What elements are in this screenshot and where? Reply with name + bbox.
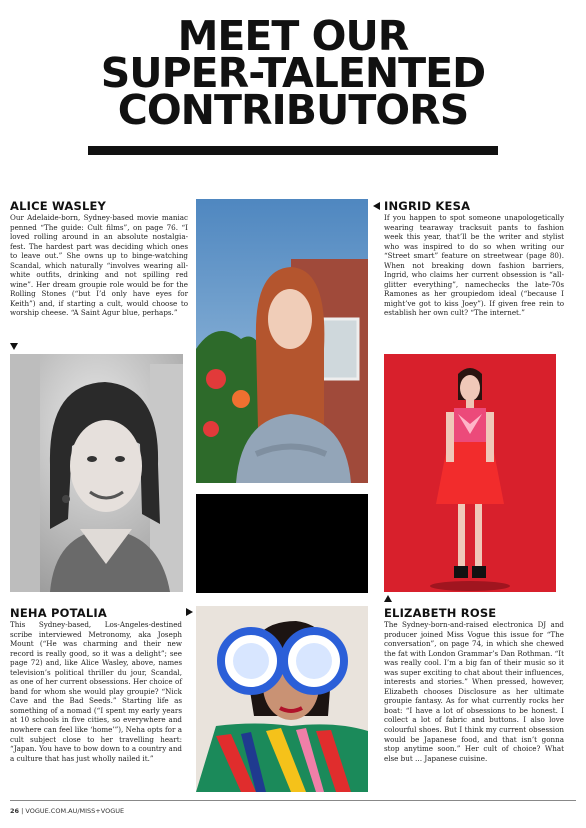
arrow-up-icon bbox=[384, 595, 392, 602]
contributor-text-neha: This Sydney-based, Los-Angeles-destined scribe interviewed Metronomy, aka Joseph Mount (“He was charming and their new record is really good, so it was a delight”; see page 72) and, like Alice Wasley, above, names television’s political thriller du jour, Scandal, as one of her current obsessions. Her choice of band for whom she would play groupie? “Nick Cave and the Bad Seeds.” Starting life as something of a nomad (“I spent my early years at 10 schools in five cities, so everywhere and nowhere can feel like ‘home’”), Neha opts for a cult subject close to her travelling heart: “Japan. You have to bow down to a country and a culture that has just wholly nailed it.” bbox=[10, 620, 182, 763]
arrow-left-icon bbox=[373, 202, 380, 210]
black-placeholder-box bbox=[196, 494, 368, 593]
title-line-2: SUPER-TALENTED bbox=[100, 49, 486, 97]
footer-rule bbox=[10, 800, 576, 801]
arrow-right-icon bbox=[186, 608, 193, 616]
page-title bbox=[0, 12, 586, 134]
contributor-text-elizabeth: The Sydney-born-and-raised electronica DJ and producer joined Miss Vogue this issue for “The conversation”, on page 74, in which she chewed the fat with London Grammar’s Dan Rothman. “It was really cool. I’m a big fan of their music so it was super exciting to chat about their influences, interests and stories.” When pressed, however, Elizabeth chooses Disclosure as her ultimate groupie fantasy. As for what currently rocks her boat: “I have a lot of obsessions to be honest. I collect a lot of fabric and buttons. I also love colourful shoes. But I think my current obsession would be Japanese food, and that isn’t gonna stop anytime soon.” Her cult of choice? What else but … Japanese cuisine. bbox=[384, 620, 564, 763]
arrow-down-icon bbox=[10, 343, 18, 350]
contributor-text-ingrid: If you happen to spot someone unapologetically wearing tearaway tracksuit pants to fashion week this year, that’ll be the writer and stylist who was inspired to do so when writing our “Street smart” feature on streetwear (page 80). When not breaking down fashion barriers, Ingrid, who claims her current obsession is “all-glitter everything”, namechecks the late-70s Ramones as her groupiedom ideal (“because I might’ve got to kiss Joey”). If given free rein to establish her own cult? “The internet.” bbox=[384, 213, 564, 318]
photo-alice bbox=[10, 354, 183, 592]
contributor-name-alice: ALICE WASLEY bbox=[10, 199, 107, 213]
photo-neha bbox=[196, 606, 368, 792]
title-line-3: CONTRIBUTORS bbox=[117, 86, 469, 134]
photo-elizabeth bbox=[384, 354, 556, 592]
contributor-name-neha: NEHA POTALIA bbox=[10, 606, 107, 620]
contributor-name-elizabeth: ELIZABETH ROSE bbox=[384, 606, 497, 620]
page-footer bbox=[10, 807, 124, 815]
footer-url: VOGUE.COM.AU/MISS+VOGUE bbox=[25, 807, 125, 815]
page-number: 26 bbox=[10, 807, 20, 815]
photo-ingrid bbox=[196, 199, 368, 483]
footer-separator-icon: | bbox=[21, 807, 26, 815]
contributor-text-alice: Our Adelaide-born, Sydney-based movie maniac penned “The guide: Cult films”, on page 76. “I loved rolling around in an absolute nostalgia-fest. The hardest part was deciding which ones to leave out.” She owns up to binge-watching Scandal, which naturally “involves wearing all-white outfits, drinking and not spilling red wine”. Her dream groupie role would be for the Rolling Stones (“but I’d only have eyes for Keith”) and, if starting a cult, would choose to worship cheese. “A Saint Agur blue, perhaps.” bbox=[10, 213, 188, 318]
title-line-1: MEET OUR bbox=[177, 12, 409, 60]
contributor-name-ingrid: INGRID KESA bbox=[384, 199, 471, 213]
title-rule bbox=[88, 146, 498, 155]
